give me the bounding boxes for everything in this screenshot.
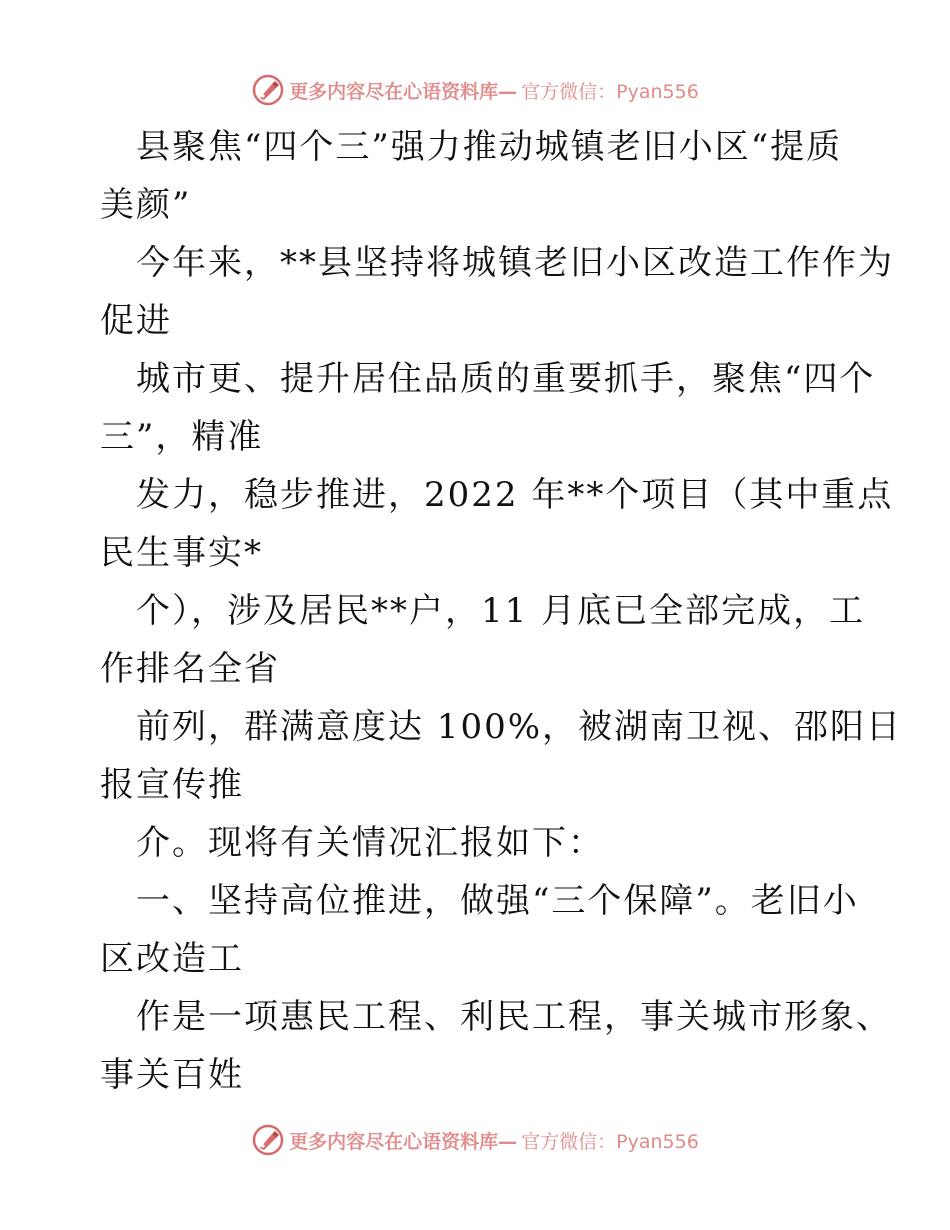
pen-nib-seal-icon <box>251 1123 285 1157</box>
text-line: 美颜” <box>100 185 192 225</box>
text-line: 县聚焦“四个三”强力推动城镇老旧小区“提质 <box>136 127 843 167</box>
text-line: 个），涉及居民**户，11 月底已全部完成，工 <box>136 591 866 631</box>
text-line: 一、坚持高位推进，做强“三个保障”。老旧小 <box>136 881 859 921</box>
text-line: 今年来，**县坚持将城镇老旧小区改造工作作为 <box>136 243 894 283</box>
text-line: 城市更、提升居住品质的重要抓手，聚焦“四个 <box>136 359 876 399</box>
document-body <box>100 118 903 1104</box>
watermark-text: 更多内容尽在心语资料库— <box>289 80 518 103</box>
text-line: 作排名全省 <box>100 649 280 689</box>
text-line: 作是一项惠民工程、利民工程，事关城市形象、 <box>136 997 892 1037</box>
text-line: 前列，群满意度达 100%，被湖南卫视、邵阳日 <box>136 707 903 747</box>
header-watermark <box>0 72 950 108</box>
footer-watermark <box>0 1122 950 1158</box>
watermark-contact: 官方微信：Pyan556 <box>521 1130 699 1153</box>
text-line: 民生事实* <box>100 533 263 573</box>
text-line: 促进 <box>100 301 172 341</box>
text-line: 三”，精准 <box>100 417 264 457</box>
text-line: 发力，稳步推进，2022 年**个项目（其中重点 <box>136 475 894 515</box>
text-line: 介。现将有关情况汇报如下： <box>136 823 604 863</box>
text-line: 事关百姓 <box>100 1055 244 1095</box>
watermark-text: 更多内容尽在心语资料库— <box>289 1130 518 1153</box>
pen-nib-seal-icon <box>251 73 285 107</box>
text-line: 报宣传推 <box>100 765 244 805</box>
watermark-contact: 官方微信：Pyan556 <box>521 80 699 103</box>
text-line: 区改造工 <box>100 939 244 979</box>
